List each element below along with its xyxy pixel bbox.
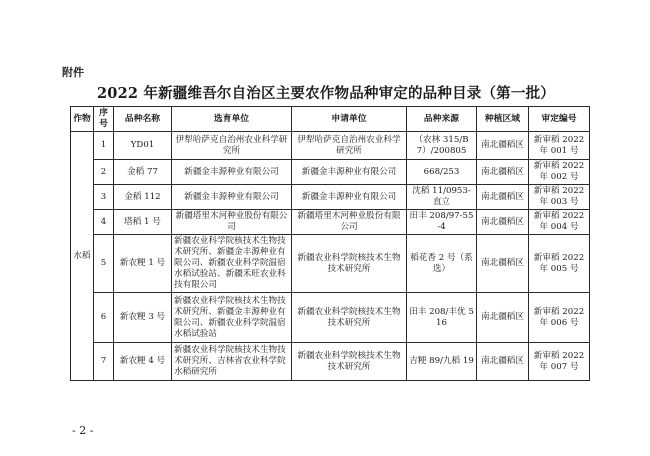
table-row bbox=[71, 235, 590, 293]
applicant-cell: 新疆塔里木河种业股份有限公司 bbox=[292, 210, 407, 235]
header-variety-name: 品种名称 bbox=[114, 107, 172, 132]
breeder-cell: 新疆农业科学院核技术生物技术研究所、新疆金丰源种业有限公司、新疆农业科学院温宿水稻试验站、新疆禾旺农业科技有限公司 bbox=[172, 235, 292, 293]
applicant-cell: 伊犁哈萨克自治州农业科学研究所 bbox=[292, 132, 407, 160]
header-source: 品种来源 bbox=[407, 107, 477, 132]
applicant-cell: 新疆金丰源种业有限公司 bbox=[292, 160, 407, 185]
source-cell: （农林 315/B7）/200805 bbox=[407, 132, 477, 160]
region-cell: 南北疆稻区 bbox=[477, 185, 529, 210]
table-row bbox=[71, 185, 590, 210]
region-cell: 南北疆稻区 bbox=[477, 235, 529, 293]
row-number: 7 bbox=[94, 343, 114, 381]
source-cell: 田丰 208/97-55-4 bbox=[407, 210, 477, 235]
approval-code: 新审稻 2022 年 007 号 bbox=[529, 343, 590, 381]
approval-code: 新审稻 2022 年 003 号 bbox=[529, 185, 590, 210]
region-cell: 南北疆稻区 bbox=[477, 210, 529, 235]
header-approval-code: 审定编号 bbox=[529, 107, 590, 132]
table-row bbox=[71, 132, 590, 160]
crop-cell: 水稻 bbox=[71, 132, 94, 381]
approval-code: 新审稻 2022 年 002 号 bbox=[529, 160, 590, 185]
region-cell: 南北疆稻区 bbox=[477, 343, 529, 381]
applicant-cell: 新疆农业科学院核技术生物技术研究所 bbox=[292, 343, 407, 381]
table-row bbox=[71, 343, 590, 381]
approval-code: 新审稻 2022 年 005 号 bbox=[529, 235, 590, 293]
breeder-cell: 新疆金丰源种业有限公司 bbox=[172, 160, 292, 185]
variety-name: 新农粳 1 号 bbox=[114, 235, 172, 293]
region-cell: 南北疆稻区 bbox=[477, 293, 529, 343]
breeder-cell: 新疆塔里木河种业股份有限公司 bbox=[172, 210, 292, 235]
variety-name: 新农粳 3 号 bbox=[114, 293, 172, 343]
header-applicant: 申请单位 bbox=[292, 107, 407, 132]
header-number: 序号 bbox=[94, 107, 114, 132]
header-crop: 作物 bbox=[71, 107, 94, 132]
row-number: 2 bbox=[94, 160, 114, 185]
variety-name: 金稻 112 bbox=[114, 185, 172, 210]
row-number: 1 bbox=[94, 132, 114, 160]
header-breeder: 选育单位 bbox=[172, 107, 292, 132]
region-cell: 南北疆稻区 bbox=[477, 160, 529, 185]
table-row bbox=[71, 160, 590, 185]
source-cell: 668/253 bbox=[407, 160, 477, 185]
source-cell: 稻花香 2 号（系选） bbox=[407, 235, 477, 293]
variety-catalog-table bbox=[70, 106, 590, 381]
source-cell: 田丰 208/丰优 516 bbox=[407, 293, 477, 343]
applicant-cell: 新疆农业科学院核技术生物技术研究所 bbox=[292, 235, 407, 293]
table-header-row bbox=[71, 107, 590, 132]
applicant-cell: 新疆金丰源种业有限公司 bbox=[292, 185, 407, 210]
applicant-cell: 新疆农业科学院核技术生物技术研究所 bbox=[292, 293, 407, 343]
variety-name: 塔稻 1 号 bbox=[114, 210, 172, 235]
variety-name: 新农粳 4 号 bbox=[114, 343, 172, 381]
source-cell: 吉粳 89/九稻 19 bbox=[407, 343, 477, 381]
breeder-cell: 新疆农业科学院核技术生物技术研究所、新疆金丰源种业有限公司、新疆农业科学院温宿水稻试验站 bbox=[172, 293, 292, 343]
source-cell: 沈稻 11/0953-直立 bbox=[407, 185, 477, 210]
approval-code: 新审稻 2022 年 006 号 bbox=[529, 293, 590, 343]
table-row bbox=[71, 210, 590, 235]
attachment-label: 附件 bbox=[62, 66, 84, 79]
breeder-cell: 新疆金丰源种业有限公司 bbox=[172, 185, 292, 210]
approval-code: 新审稻 2022 年 004 号 bbox=[529, 210, 590, 235]
breeder-cell: 伊犁哈萨克自治州农业科学研究所 bbox=[172, 132, 292, 160]
row-number: 3 bbox=[94, 185, 114, 210]
approval-code: 新审稻 2022 年 001 号 bbox=[529, 132, 590, 160]
row-number: 5 bbox=[94, 235, 114, 293]
variety-name: 金稻 77 bbox=[114, 160, 172, 185]
region-cell: 南北疆稻区 bbox=[477, 132, 529, 160]
variety-name: YD01 bbox=[114, 132, 172, 160]
row-number: 6 bbox=[94, 293, 114, 343]
header-region: 种植区域 bbox=[477, 107, 529, 132]
page-number: - 2 - bbox=[72, 424, 94, 437]
row-number: 4 bbox=[94, 210, 114, 235]
table-row bbox=[71, 293, 590, 343]
breeder-cell: 新疆农业科学院核技术生物技术研究所、吉林省农业科学院水稻研究所 bbox=[172, 343, 292, 381]
document-title: 2022 年新疆维吾尔自治区主要农作物品种审定的品种目录（第一批） bbox=[96, 85, 555, 102]
